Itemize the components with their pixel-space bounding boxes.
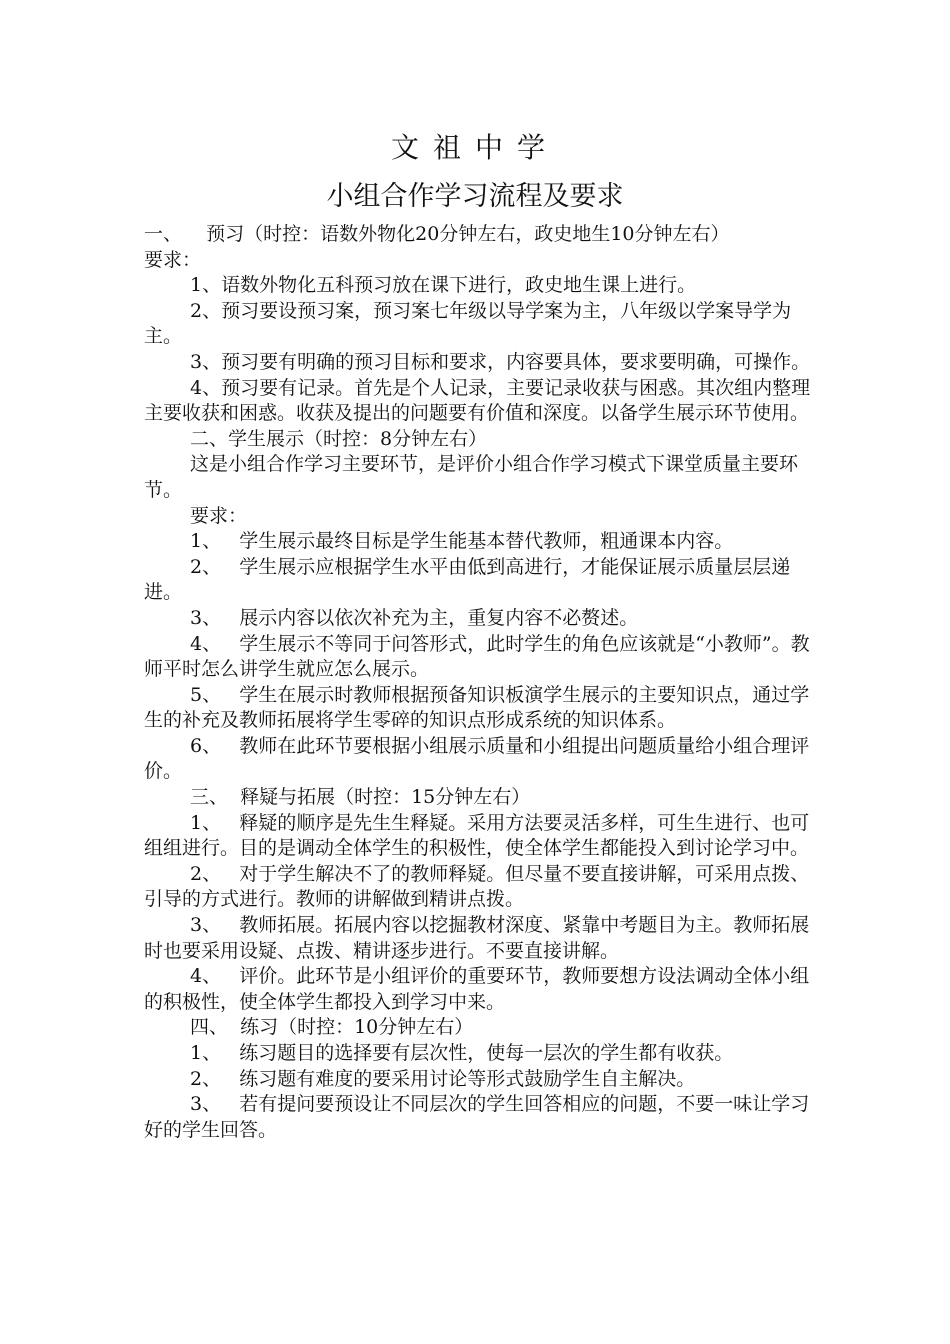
list-item: 6、 教师在此环节要根据小组展示质量和小组提出问题质量给小组合理评价。 (144, 734, 810, 783)
paragraph: 2、预习要设预习案，预习案七年级以导学案为主，八年级以学案导学为主。 (144, 299, 792, 348)
paragraph: 3、预习要有明确的预习目标和要求，内容要具体，要求要明确，可操作。 (190, 350, 811, 373)
list-item: 2、 对于学生解决不了的教师释疑。但尽量不要直接讲解，可采用点拨、引导的方式进行。教师的讲解做到精讲点拨。 (144, 862, 810, 911)
paragraph: 4、预习要有记录。首先是个人记录，主要记录收获与困惑。其次组内整理主要收获和困惑。收获及提出的问题要有价值和深度。以备学生展示环节使用。 (144, 376, 811, 425)
section-3-heading: 三、 释疑与拓展（时控：15分钟左右） (190, 786, 531, 809)
list-item: 3、 展示内容以依次补充为主，重复内容不必赘述。 (190, 606, 639, 629)
list-item: 5、 学生在展示时教师根据预备知识板演学生展示的主要知识点，通过学生的补充及教师拓展将学生零碎的知识点形成系统的知识体系。 (144, 683, 810, 732)
paragraph: 1、语数外物化五科预习放在课下进行，政史地生课上进行。 (190, 274, 697, 297)
section-4-heading: 四、 练习（时控：10分钟左右） (190, 1016, 474, 1039)
school-name: 文祖中学 (390, 131, 559, 164)
list-item: 3、 若有提问要预设让不同层次的学生回答相应的问题，不要一味让学习好的学生回答。 (144, 1093, 810, 1141)
list-item: 3、 教师拓展。拓展内容以挖掘教材深度、紧靠中考题目为主。教师拓展时也要采用设疑、点拨、精讲逐步进行。不要直接讲解。 (144, 914, 810, 962)
paragraph: 要求： (144, 248, 202, 271)
list-item: 1、 释疑的顺序是先生生释疑。采用方法要灵活多样，可生生进行、也可组组进行。目的是调动全体学生的积极性，使全体学生都能投入到讨论学习中。 (144, 811, 810, 860)
paragraph: 要求： (190, 504, 248, 527)
section-2-heading: 二、学生展示（时控：8分钟左右） (190, 427, 488, 450)
document-body (144, 222, 816, 1143)
list-item: 2、 练习题有难度的要采用讨论等形式鼓励学生自主解决。 (190, 1067, 696, 1090)
list-item: 1、 练习题目的选择要有层次性，使每一层次的学生都有收获。 (190, 1042, 734, 1064)
list-item: 1、 学生展示最终目标是学生能基本替代教师，粗通课本内容。 (190, 530, 734, 553)
document-title: 小组合作学习流程及要求 (326, 181, 624, 212)
list-item: 4、 学生展示不等同于问答形式，此时学生的角色应该就是“小教师”。教师平时怎么讲学生就应怎么展示。 (144, 632, 810, 681)
section-1-heading: 一、 预习（时控：语数外物化20分钟左右，政史地生10分钟左右） (144, 223, 730, 245)
paragraph: 这是小组合作学习主要环节，是评价小组合作学习模式下课堂质量主要环节。 (144, 453, 799, 501)
list-item: 2、 学生展示应根据学生水平由低到高进行，才能保证展示质量层层递进。 (144, 555, 791, 604)
list-item: 4、 评价。此环节是小组评价的重要环节，教师要想方设法调动全体小组的积极性，使全体学生都投入到学习中来。 (144, 965, 810, 1013)
